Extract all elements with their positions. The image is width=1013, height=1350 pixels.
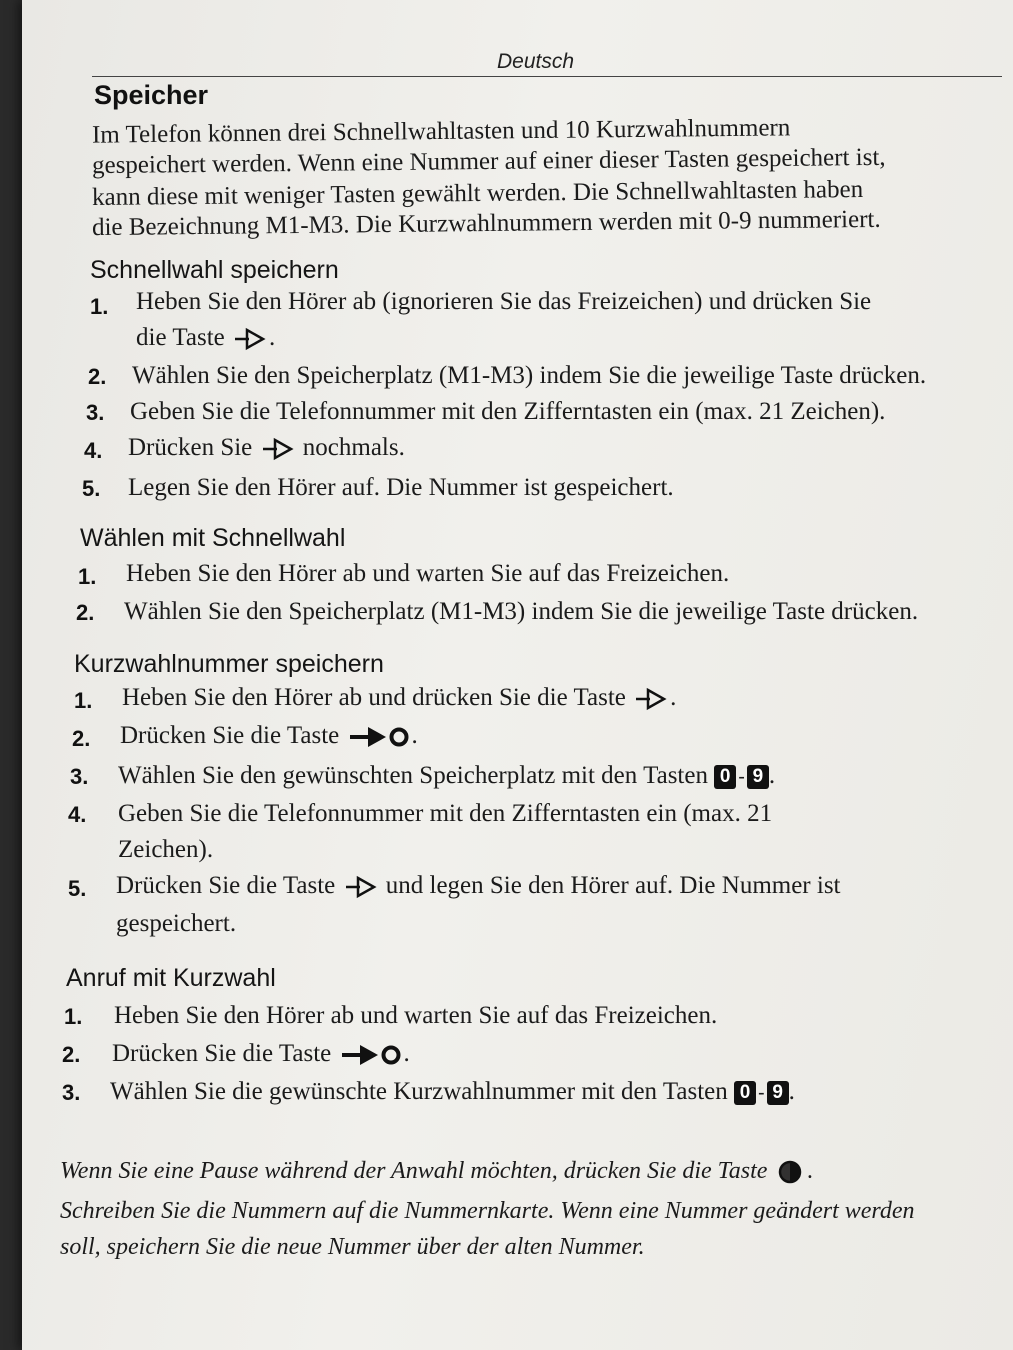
key-range-dash: - [738, 766, 745, 788]
note-line: soll, speichern Sie die neue Nummer über der alten Nummer. [60, 1234, 645, 1260]
step-text-part: . [268, 324, 276, 351]
store-arrow-icon [233, 327, 267, 351]
store-arrow-icon [261, 437, 295, 461]
arrow-circle-icon [340, 1042, 402, 1068]
key-9: 9 [767, 1081, 789, 1105]
manual-page [22, 0, 1013, 1350]
step-number: 3. [70, 764, 89, 789]
heading-schnellwahl-speichern: Schnellwahl speichern [90, 256, 339, 284]
step-number: 4. [68, 802, 87, 827]
step-number: 2. [72, 726, 91, 751]
heading-anruf-mit-kurzwahl: Anruf mit Kurzwahl [66, 964, 276, 992]
step-text: gespeichert. [116, 910, 237, 937]
step-number: 1. [78, 564, 97, 589]
step-text-part: Drücken Sie die Taste [112, 1040, 332, 1067]
step-text-part: die Taste [136, 324, 225, 351]
step-text-part: Drücken Sie die Taste [120, 722, 340, 749]
heading-waehlen-mit-schnellwahl: Wählen mit Schnellwahl [80, 524, 346, 552]
intro-line: gespeichert werden. Wenn eine Nummer auf einer dieser Tasten gespeichert ist, [91, 143, 886, 180]
step-number: 1. [64, 1004, 83, 1029]
note-text: . [807, 1158, 814, 1184]
intro-line: Im Telefon können drei Schnellwahltasten und 10 Kurzwahlnummern [91, 114, 791, 149]
step-text [110, 1078, 795, 1106]
arrow-circle-icon [348, 724, 410, 750]
step-number: 5. [68, 876, 87, 901]
note-line: Schreiben Sie die Nummern auf die Nummernkarte. Wenn eine Nummer geändert werden [60, 1198, 915, 1224]
step-text: Heben Sie den Hörer ab und warten Sie auf das Freizeichen. [114, 1002, 718, 1029]
step-text [122, 684, 676, 712]
key-0: 0 [714, 765, 736, 789]
step-text-part: Drücken Sie die Taste [116, 872, 336, 899]
step-number: 2. [62, 1042, 81, 1067]
step-text [136, 324, 275, 352]
step-text: Wählen Sie den Speicherplatz (M1-M3) indem Sie die jeweilige Taste drücken. [124, 598, 919, 625]
step-text-part: . [670, 684, 677, 711]
header-language: Deutsch [497, 50, 575, 73]
pause-half-circle-icon [775, 1160, 805, 1184]
step-text [128, 434, 405, 462]
step-text-part: Heben Sie den Hörer ab und drücken Sie die Taste [122, 684, 626, 711]
step-number: 5. [82, 476, 101, 501]
step-text [112, 1040, 410, 1068]
step-text: Legen Sie den Hörer auf. Die Nummer ist gespeichert. [128, 474, 674, 501]
step-text [120, 722, 418, 750]
intro-line: kann diese mit weniger Tasten gewählt werden. Die Schnellwahltasten haben [91, 175, 864, 212]
step-text: Geben Sie die Telefonnummer mit den Zifferntasten ein (max. 21 [118, 800, 773, 827]
key-9: 9 [747, 765, 769, 789]
heading-kurzwahlnummer-speichern: Kurzwahlnummer speichern [74, 650, 384, 678]
step-text [116, 872, 841, 900]
step-text-part: und legen Sie den Hörer auf. Die Nummer ist [385, 872, 841, 899]
step-number: 2. [76, 600, 95, 625]
section-title: Speicher [94, 80, 209, 110]
page-content [22, 0, 1013, 1350]
step-text-part: Wählen Sie die gewünschte Kurzwahlnummer mit den Tasten [110, 1078, 728, 1105]
note-text: Wenn Sie eine Pause während der Anwahl möchten, drücken Sie die Taste [60, 1158, 768, 1184]
step-number: 1. [90, 294, 109, 319]
step-text: Geben Sie die Telefonnummer mit den Zifferntasten ein (max. 21 Zeichen). [130, 398, 886, 425]
step-text-part: . [411, 722, 418, 749]
key-range-dash: - [758, 1082, 765, 1104]
step-text-part: . [768, 762, 776, 789]
step-text-part: Drücken Sie [128, 434, 253, 461]
step-text-part: Wählen Sie den gewünschten Speicherplatz mit den Tasten [118, 762, 708, 789]
intro-line: die Bezeichnung M1-M3. Die Kurzwahlnummern werden mit 0-9 nummeriert. [91, 205, 881, 242]
step-text: Wählen Sie den Speicherplatz (M1-M3) indem Sie die jeweilige Taste drücken. [132, 362, 927, 389]
step-text: Zeichen). [118, 836, 214, 863]
step-number: 3. [62, 1080, 81, 1105]
step-text [118, 762, 775, 790]
note-line [60, 1158, 813, 1185]
step-text-part: nochmals. [302, 434, 405, 461]
key-0: 0 [734, 1081, 756, 1105]
step-number: 4. [84, 438, 103, 463]
step-number: 1. [74, 688, 93, 713]
step-text: Heben Sie den Hörer ab (ignorieren Sie das Freizeichen) und drücken Sie [136, 288, 872, 315]
store-arrow-icon [344, 875, 378, 899]
step-text-part: . [403, 1040, 410, 1067]
step-number: 2. [88, 364, 107, 389]
step-text-part: . [788, 1078, 795, 1105]
step-text: Heben Sie den Hörer ab und warten Sie auf das Freizeichen. [126, 560, 730, 587]
store-arrow-icon [634, 687, 668, 711]
step-number: 3. [86, 400, 105, 425]
